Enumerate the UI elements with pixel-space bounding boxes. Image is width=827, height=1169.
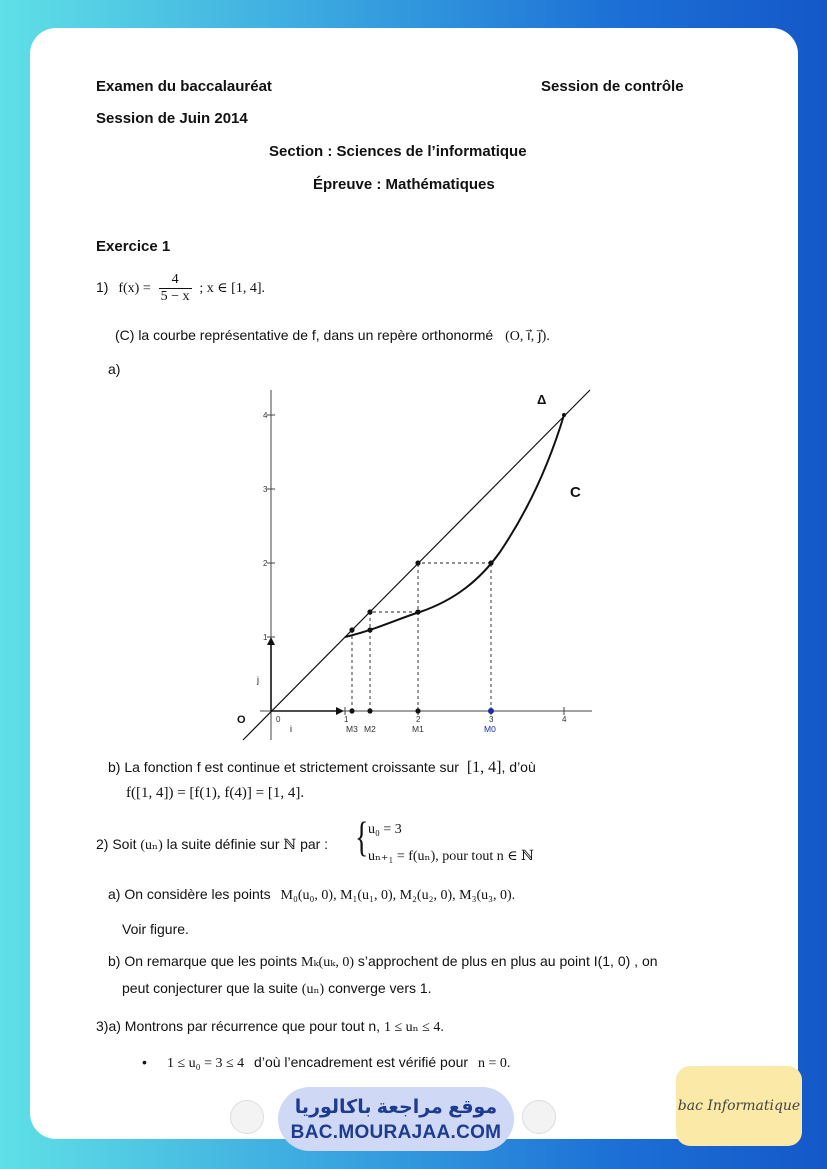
point-curve-end [562,413,566,417]
bac-informatique-badge: bac Informatique [676,1066,802,1146]
exercise-title: Exercice 1 [96,238,171,255]
label-m3: M3 [346,724,358,734]
q1-numerator: 4 [159,272,192,289]
x-tick-label-4: 4 [562,715,567,724]
q3-inequality: 1 ≤ uₙ ≤ 4. [383,1020,444,1035]
q2b-un: (uₙ) [301,982,325,997]
q2b-text-c: peut conjecturer que la suite [122,980,298,996]
x-tick-label-3: 3 [489,715,494,724]
vector-i-arrow [336,707,344,715]
question-2 [96,836,328,854]
q2-start: 2) Soit [96,836,137,852]
footer-arabic-title[interactable]: موقع مراجعة باكالوريا [294,1097,498,1118]
x-tick-label-2: 2 [416,715,421,724]
q2a-points: M₀(u₀, 0), M₁(u₁, 0), M₂(u₂, 0), M₃(u₃, 0). [280,888,516,903]
point-m2 [367,708,372,713]
point-delta-u3 [349,627,354,632]
y-tick-label-2: 2 [263,559,268,568]
footer-url-link[interactable]: BAC.MOURAJAA.COM [290,1122,502,1143]
base-inequality: 1 ≤ u₀ = 3 ≤ 4 [167,1056,245,1071]
q1-domain: ; x ∈ [1, 4]. [199,281,265,297]
q3-text: 3)a) Montrons par récurrence que pour tout n, [96,1018,381,1034]
curve-text: (C) la courbe représentative de f, dans un repère orthonormé [115,327,494,343]
point-m3 [349,708,354,713]
epreuve-title: Épreuve : Mathématiques [313,176,495,193]
label-m1: M1 [412,724,424,734]
question-2b-line2 [122,980,432,998]
bullet-point: • [142,1054,147,1070]
base-n0: n = 0. [477,1056,511,1071]
base-text: d’où l’encadrement est vérifié pour [254,1054,469,1070]
part-b-tail: , d’où [501,759,536,775]
y-tick-label-4: 4 [263,411,268,420]
vector-i-label: i [290,724,292,734]
part-a-label: a) [108,361,121,377]
label-m0: M0 [484,724,496,734]
part-b-line1 [108,759,536,777]
q1-label: 1) [96,279,109,296]
recurrence-base-case [167,1054,510,1072]
q2b-mk: Mₖ(uₖ, 0) [301,955,354,970]
x-tick-label-1: 1 [344,715,349,724]
q1-fraction [159,272,192,305]
system-brace: { [355,815,369,862]
section-title: Section : Sciences de l’informatique [269,143,527,160]
cobweb-figure [226,384,596,756]
point-f-u1 [415,609,420,614]
part-b-line2: f([1, 4]) = [f(1), f(4)] = [1, 4]. [126,785,305,801]
delta-label: Δ [537,392,547,407]
q2-par: par : [300,836,329,852]
session-date: Session de Juin 2014 [96,110,248,127]
footer-logo-right [522,1100,556,1134]
q2-set-n: ℕ [283,838,297,853]
q2b-text-b: s’approchent de plus en plus au point I(1, 0) , on [357,953,658,969]
origin-label: O [237,714,246,726]
label-m2: M2 [364,724,376,734]
system-line-2: uₙ₊₁ = f(uₙ), pour tout n ∈ ℕ [368,849,534,864]
q2b-text-a: b) On remarque que les points [108,953,298,969]
system-line-1: u₀ = 3 [368,822,402,837]
q1-denominator: 5 − x [160,289,190,304]
point-m1 [415,708,420,713]
question-2a [108,886,515,904]
see-figure: Voir figure. [122,921,189,937]
curve-c-label: C [570,484,581,501]
q2-un: (uₙ) [140,838,163,853]
vector-j-label: j [257,675,259,685]
q2b-text-d: converge vers 1. [328,980,432,996]
session-type: Session de contrôle [541,78,684,95]
q2a-text: a) On considère les points [108,886,271,902]
y-tick-label-1: 1 [263,633,268,642]
curve-description [115,327,550,345]
point-delta-u1 [415,560,420,565]
q1-function: f(x) = [118,281,151,297]
q2-mid: la suite définie sur [166,836,280,852]
question-2b-line1 [108,953,658,971]
point-delta-u2 [367,609,372,614]
y-tick-label-3: 3 [263,485,268,494]
point-f-u0 [488,560,493,565]
point-f-u2 [367,627,372,632]
footer-logo-left [230,1100,264,1134]
question-3a [96,1018,444,1036]
question-1 [96,272,265,305]
origin-zero-label: 0 [276,715,281,724]
part-b-interval: [1, 4] [466,759,502,776]
exam-title: Examen du baccalauréat [96,78,272,95]
part-b-text: b) La fonction f est continue et strictement croissante sur [108,759,459,775]
point-m0 [488,708,494,714]
vector-j-arrow [267,637,275,645]
repere-notation: (O, i⃗, j⃗). [505,329,550,344]
